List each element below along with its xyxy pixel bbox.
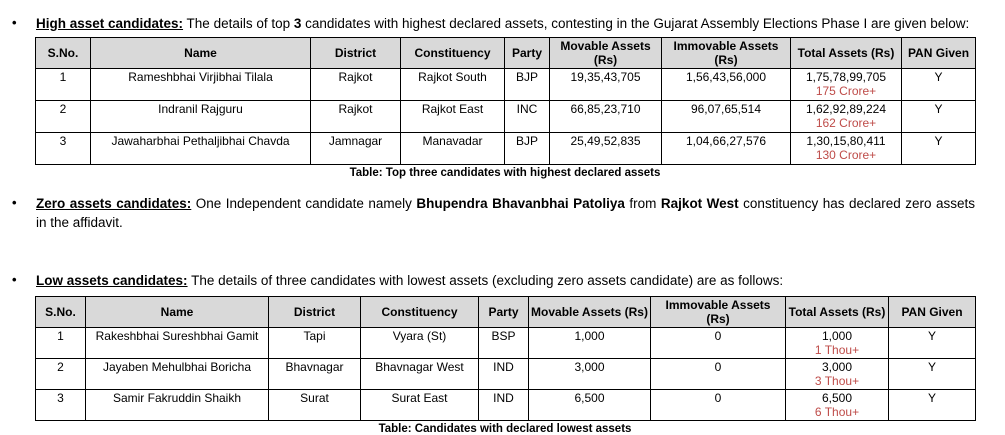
- cell-pan: Y: [889, 359, 976, 390]
- cell-name: Rakeshbhai Sureshbhai Gamit: [86, 328, 269, 359]
- col-header-name: Name: [86, 297, 269, 328]
- col-header-district: District: [269, 297, 361, 328]
- cell-party: IND: [479, 390, 529, 421]
- section-high-assets: [12, 14, 975, 34]
- cell-party: BJP: [505, 132, 550, 164]
- cell-sno: 2: [36, 100, 91, 132]
- high-assets-text-pre: The details of top: [183, 16, 294, 31]
- cell-pan: Y: [902, 132, 976, 164]
- cell-name: Indranil Rajguru: [91, 100, 311, 132]
- bullet-icon: •: [12, 15, 17, 30]
- col-header-party: Party: [479, 297, 529, 328]
- cell-pan: Y: [902, 100, 976, 132]
- cell-total: [786, 359, 889, 390]
- cell-movable: 3,000: [529, 359, 651, 390]
- total-note: 130 Crore+: [815, 147, 877, 162]
- total-value: 6,500: [821, 391, 853, 406]
- col-header-pan: PAN Given: [889, 297, 976, 328]
- cell-party: BSP: [479, 328, 529, 359]
- section-low-assets: [12, 271, 975, 291]
- cell-total: [791, 132, 902, 164]
- cell-immovable: 96,07,65,514: [662, 100, 791, 132]
- cell-party: INC: [505, 100, 550, 132]
- table-row: [36, 328, 976, 359]
- col-header-immovable: Immovable Assets (Rs): [651, 297, 786, 328]
- bullet-icon: •: [12, 271, 17, 287]
- total-note: 6 Thou+: [814, 405, 860, 420]
- col-header-party: Party: [505, 37, 550, 68]
- high-assets-paragraph: [36, 14, 975, 34]
- cell-constituency: Surat East: [361, 390, 479, 421]
- low-assets-text-post: The details of three candidates with lowest assets (excluding zero assets candidate) are as follows:: [187, 272, 784, 288]
- cell-movable: 1,000: [529, 328, 651, 359]
- cell-pan: Y: [902, 68, 976, 100]
- zero-assets-text-post: constituency has declared zero assets in the affidavit.: [36, 195, 975, 231]
- col-header-total: Total Assets (Rs): [786, 297, 889, 328]
- cell-sno: 2: [36, 359, 86, 390]
- col-header-movable: Movable Assets (Rs): [529, 297, 651, 328]
- zero-assets-text-pre: One Independent candidate namely: [191, 195, 417, 211]
- cell-sno: 1: [36, 68, 91, 100]
- low-assets-table-caption: Table: Candidates with declared lowest assets: [378, 423, 632, 435]
- cell-total: [786, 390, 889, 421]
- total-note: 175 Crore+: [815, 83, 877, 98]
- col-header-pan: PAN Given: [902, 37, 976, 68]
- col-header-name: Name: [91, 37, 311, 68]
- total-value: 1,000: [821, 329, 853, 344]
- cell-immovable: 0: [651, 328, 786, 359]
- low-assets-heading: Low assets candidates:: [36, 272, 188, 288]
- total-value: 3,000: [821, 360, 853, 375]
- cell-immovable: 1,04,66,27,576: [662, 132, 791, 164]
- zero-assets-text-mid: from: [624, 195, 661, 211]
- total-value: 1,30,15,80,411: [806, 133, 886, 148]
- cell-constituency: Vyara (St): [361, 328, 479, 359]
- total-value: 1,75,78,99,705: [805, 69, 887, 84]
- cell-district: Rajkot: [311, 100, 401, 132]
- high-assets-table: [35, 37, 976, 165]
- cell-name: Rameshbhai Virjibhai Tilala: [91, 68, 311, 100]
- cell-constituency: Bhavnagar West: [361, 359, 479, 390]
- cell-party: BJP: [505, 68, 550, 100]
- cell-sno: 1: [36, 328, 86, 359]
- cell-immovable: 1,56,43,56,000: [662, 68, 791, 100]
- table-row: [36, 390, 976, 421]
- cell-movable: 66,85,23,710: [550, 100, 662, 132]
- low-assets-table: [35, 296, 976, 421]
- col-header-sno: S.No.: [36, 297, 86, 328]
- zero-assets-paragraph: [36, 194, 975, 233]
- col-header-total: Total Assets (Rs): [791, 37, 902, 68]
- col-header-constituency: Constituency: [361, 297, 479, 328]
- cell-constituency: Manavadar: [401, 132, 505, 164]
- table-header-row: [36, 37, 976, 68]
- cell-pan: Y: [889, 390, 976, 421]
- high-assets-table-caption: Table: Top three candidates with highest declared assets: [349, 166, 661, 179]
- cell-constituency: Rajkot South: [401, 68, 505, 100]
- cell-immovable: 0: [651, 390, 786, 421]
- cell-name: Jawaharbhai Pethaljibhai Chavda: [91, 132, 311, 164]
- col-header-movable: Movable Assets (Rs): [550, 37, 662, 68]
- high-assets-heading: High asset candidates:: [36, 16, 184, 31]
- zero-assets-constituency: Rajkot West: [660, 195, 739, 211]
- cell-pan: Y: [889, 328, 976, 359]
- col-header-sno: S.No.: [36, 37, 91, 68]
- cell-total: [791, 68, 902, 100]
- col-header-constituency: Constituency: [401, 37, 505, 68]
- cell-movable: 6,500: [529, 390, 651, 421]
- table-row: [36, 359, 976, 390]
- table-row: [36, 100, 976, 132]
- total-note: 1 Thou+: [814, 343, 860, 358]
- cell-immovable: 0: [651, 359, 786, 390]
- col-header-district: District: [311, 37, 401, 68]
- zero-assets-candidate-name: Bhupendra Bhavanbhai Patoliya: [416, 195, 625, 211]
- cell-constituency: Rajkot East: [401, 100, 505, 132]
- cell-total: [786, 328, 889, 359]
- cell-party: IND: [479, 359, 529, 390]
- total-value: 1,62,92,89,224: [805, 101, 887, 116]
- cell-name: Samir Fakruddin Shaikh: [86, 390, 269, 421]
- table-row: [36, 68, 976, 100]
- bullet-icon: •: [12, 194, 17, 210]
- table-header-row: [36, 297, 976, 328]
- cell-movable: 25,49,52,835: [550, 132, 662, 164]
- cell-district: Bhavnagar: [269, 359, 361, 390]
- high-assets-bold-number: 3: [293, 16, 302, 31]
- cell-movable: 19,35,43,705: [550, 68, 662, 100]
- cell-district: Rajkot: [311, 68, 401, 100]
- table-row: [36, 132, 976, 164]
- cell-total: [791, 100, 902, 132]
- total-note: 162 Crore+: [815, 115, 877, 130]
- section-zero-assets: [12, 194, 975, 233]
- cell-sno: 3: [36, 390, 86, 421]
- col-header-immovable: Immovable Assets (Rs): [662, 37, 791, 68]
- total-note: 3 Thou+: [814, 374, 860, 389]
- cell-sno: 3: [36, 132, 91, 164]
- zero-assets-heading: Zero assets candidates:: [36, 195, 192, 211]
- low-assets-paragraph: [36, 271, 975, 291]
- cell-district: Surat: [269, 390, 361, 421]
- cell-district: Jamnagar: [311, 132, 401, 164]
- high-assets-text-post: candidates with highest declared assets, contesting in the Gujarat Assembly Elections Phase I are given below:: [301, 16, 970, 31]
- cell-district: Tapi: [269, 328, 361, 359]
- cell-name: Jayaben Mehulbhai Boricha: [86, 359, 269, 390]
